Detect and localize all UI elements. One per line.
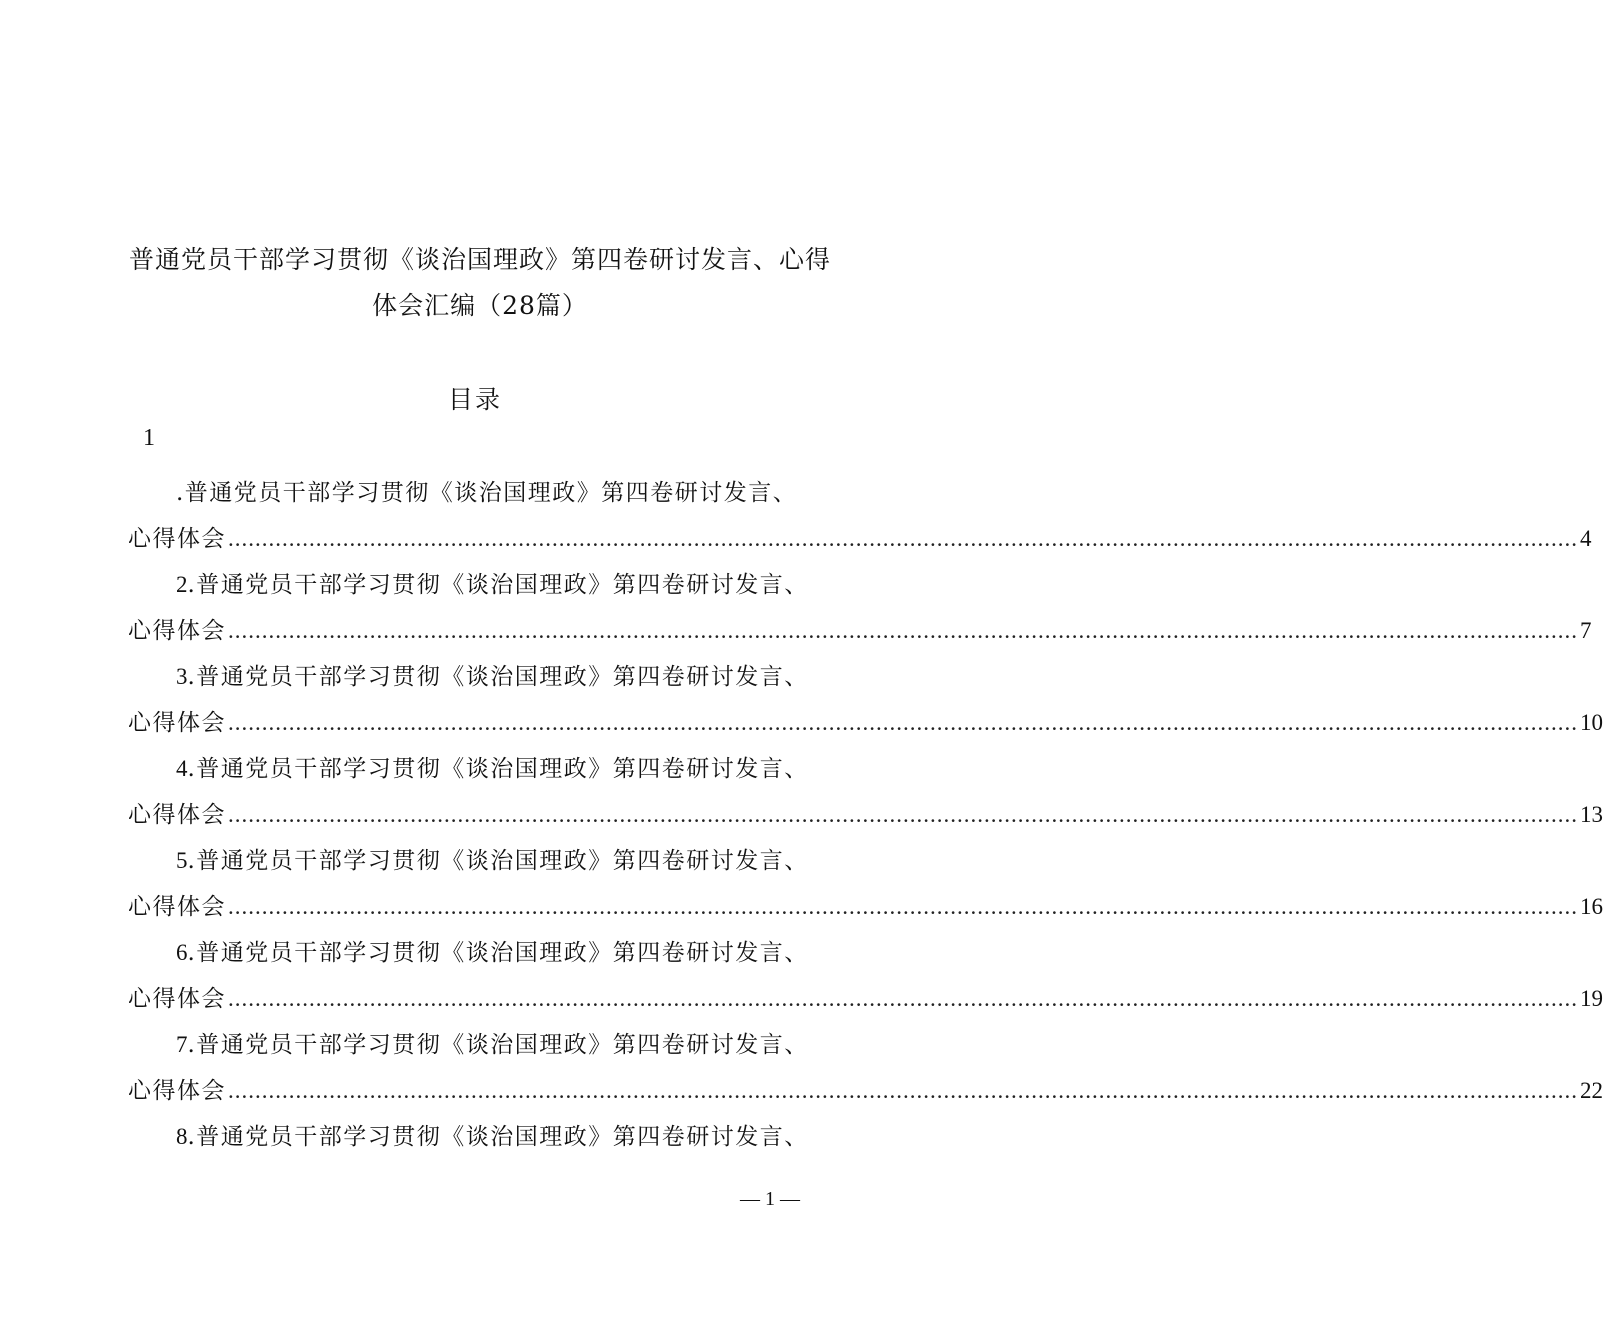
toc-entry-continuation: 心得体会 — [128, 618, 226, 644]
toc-entry-title: .普通党员干部学习贯彻《谈治国理政》第四卷研讨发言、 — [187, 756, 809, 782]
toc-entry-title-line — [128, 470, 828, 516]
toc-dot-leader: ........................................................................................................................................................................................................ — [228, 986, 1578, 1011]
toc-entry-page-number: 19 — [1580, 986, 1603, 1011]
toc-dot-leader: ........................................................................................................................................................................................................ — [228, 894, 1578, 919]
toc-entry-number: 8 — [176, 1124, 188, 1149]
toc-entry-continuation: 心得体会 — [128, 986, 226, 1012]
toc-entry-title: .普通党员干部学习贯彻《谈治国理政》第四卷研讨发言、 — [187, 1032, 809, 1058]
toc-heading: 目录 — [447, 385, 502, 414]
toc-stray-number: 1 — [143, 425, 155, 451]
toc-entry-page-number: 16 — [1580, 894, 1603, 919]
toc-entry-title: .普通党员干部学习贯彻《谈治国理政》第四卷研讨发言、 — [187, 940, 809, 966]
toc-entry-continuation: 心得体会 — [128, 894, 226, 920]
toc-entry-continuation-line — [128, 1068, 1603, 1114]
table-of-contents — [128, 470, 1603, 1160]
toc-entry-title-line — [128, 838, 828, 884]
toc-entry-continuation: 心得体会 — [128, 710, 226, 736]
toc-entry-continuation-line — [128, 884, 1603, 930]
toc-entry-number: 2 — [176, 572, 188, 597]
toc-entry-title-line — [128, 930, 828, 976]
toc-entry-page-number: 7 — [1580, 618, 1592, 643]
toc-entry-page-number: 22 — [1580, 1078, 1603, 1103]
toc-dot-leader: ........................................................................................................................................................................................................ — [228, 710, 1578, 735]
toc-entry-page-number: 13 — [1580, 802, 1603, 827]
toc-entry-page-number: 10 — [1580, 710, 1603, 735]
page-number-footer: — 1 — — [740, 1188, 800, 1210]
toc-dot-leader: ........................................................................................................................................................................................................ — [228, 618, 1578, 643]
toc-entry-continuation-line — [128, 608, 1592, 654]
toc-entry-title-line — [128, 1022, 828, 1068]
toc-entry-number: 6 — [176, 940, 188, 965]
toc-dot-leader: ........................................................................................................................................................................................................ — [228, 802, 1578, 827]
toc-entry[interactable] — [128, 1022, 1603, 1114]
toc-entry-title-line — [128, 746, 828, 792]
toc-entry-continuation: 心得体会 — [128, 1078, 226, 1104]
toc-entry-continuation-line — [128, 792, 1603, 838]
toc-dot-leader: ........................................................................................................................................................................................................ — [228, 1078, 1578, 1103]
toc-entry[interactable] — [128, 838, 1603, 930]
toc-entry-continuation-line — [128, 516, 1592, 562]
document-title-line-1: 普通党员干部学习贯彻《谈治国理政》第四卷研讨发言、心得 — [128, 245, 831, 274]
toc-entry[interactable] — [128, 654, 1603, 746]
toc-entry[interactable] — [128, 562, 1592, 654]
toc-entry-title-line — [128, 1114, 828, 1160]
toc-entry-number: 7 — [176, 1032, 188, 1057]
toc-entry[interactable] — [128, 470, 1592, 562]
toc-entry-continuation-line — [128, 976, 1603, 1022]
toc-entry-title-line — [128, 562, 828, 608]
toc-entry-title: .普通党员干部学习贯彻《谈治国理政》第四卷研讨发言、 — [187, 664, 809, 690]
toc-entry-title: .普通党员干部学习贯彻《谈治国理政》第四卷研讨发言、 — [176, 480, 798, 506]
document-title-line-2: 体会汇编（28篇） — [372, 291, 588, 320]
toc-entry-continuation-line — [128, 700, 1603, 746]
toc-entry-title: .普通党员干部学习贯彻《谈治国理政》第四卷研讨发言、 — [187, 1124, 809, 1150]
toc-entry-continuation: 心得体会 — [128, 802, 226, 828]
toc-entry-number: 5 — [176, 848, 188, 873]
toc-entry-number: 3 — [176, 664, 188, 689]
toc-entry[interactable] — [128, 930, 1603, 1022]
toc-entry-number: 4 — [176, 756, 188, 781]
toc-entry-page-number: 4 — [1580, 526, 1592, 551]
toc-entry-continuation: 心得体会 — [128, 526, 226, 552]
toc-entry-title: .普通党员干部学习贯彻《谈治国理政》第四卷研讨发言、 — [187, 848, 809, 874]
toc-dot-leader: ........................................................................................................................................................................................................ — [228, 526, 1578, 551]
toc-entry-title: .普通党员干部学习贯彻《谈治国理政》第四卷研讨发言、 — [187, 572, 809, 598]
toc-entry-title-line — [128, 654, 828, 700]
toc-entry[interactable] — [128, 746, 1603, 838]
toc-entry[interactable] — [128, 1114, 828, 1160]
